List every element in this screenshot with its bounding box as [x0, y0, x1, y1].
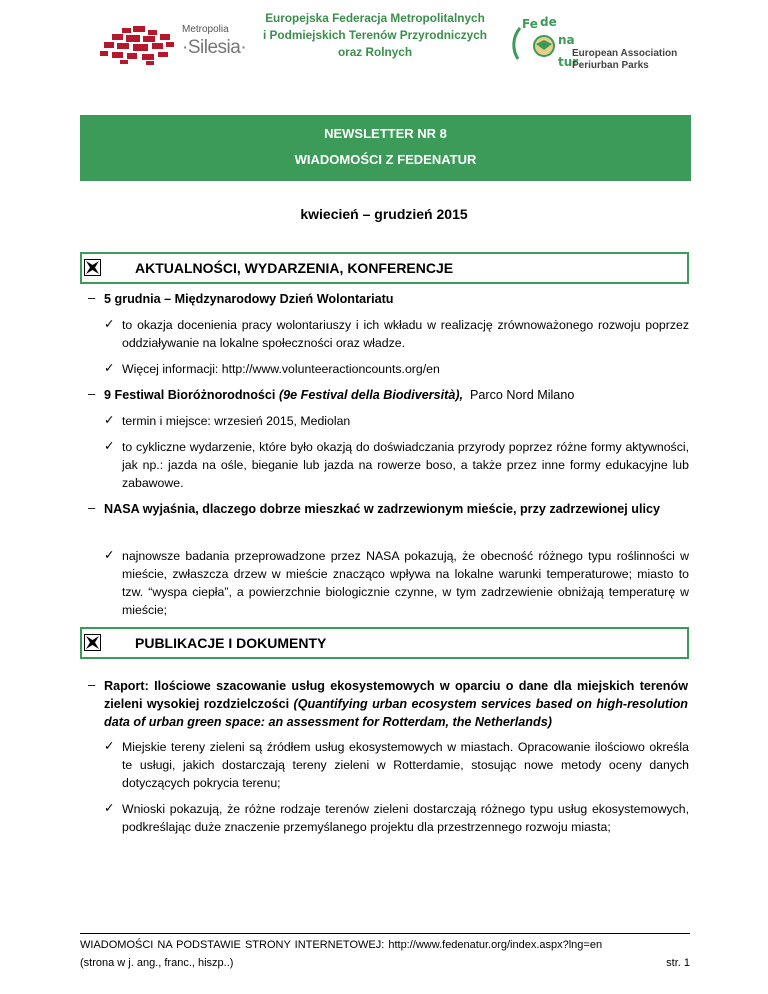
news-item-detail: to cykliczne wydarzenie, które było okazją do doświadczania przyrody poprzez różne formy aktywności, jak np.: jazda na ośle, bieganie lub jazda na rowerze boso, a także przez inne formy edukacyjne lub zabawowe.	[122, 440, 689, 490]
newsletter-subtitle: WIADOMOŚCI Z FEDENATUR	[294, 152, 477, 167]
section-title: AKTUALNOŚCI, WYDARZENIA, KONFERENCJE	[135, 260, 454, 276]
publication-detail: Miejskie tereny zieleni są źródłem usług ekosystemowych w miastach. Opracowanie ilościowo określa te usługi, jakich dostarczają tereny zieleni w Rotterdamie, stosując nowe metody oceny danych dotyczących pokrycia terenu;	[122, 740, 689, 790]
check-icon: ✓	[104, 413, 115, 427]
silesia-word: Silesia	[187, 37, 241, 58]
federation-name-line3: oraz Rolnych	[337, 45, 413, 59]
page-number: str. 1	[666, 957, 690, 969]
news-item-detail: termin i miejsce: wrzesień 2015, Mediolan	[122, 414, 351, 428]
more-info-link[interactable]: Więcej informacji: http://www.volunteeractioncounts.org/en	[122, 362, 440, 376]
svg-text:Fe: Fe	[522, 17, 538, 31]
silesia-label: ·Silesia·	[182, 37, 247, 58]
news-item-detail: to okazja docenienia pracy wolontariuszy i ich wkładu w realizację zrównoważonego rozwoju poprzez oddziaływanie na lokalne społeczności oraz władze.	[122, 318, 689, 350]
news-item-heading: NASA wyjaśnia, dlaczego dobrze mieszkać w zadrzewionym mieście, przy zadrzewionej ulicy	[104, 502, 660, 516]
cross-bullet-icon	[84, 634, 101, 651]
dash-bullet: –	[88, 500, 96, 515]
federation-name	[250, 10, 500, 61]
news-item-heading: 9 Festiwal Bioróżnorodności (9e Festival della Biodiversità), Parco Nord Milano	[104, 388, 575, 402]
dash-bullet: –	[88, 677, 96, 692]
ea-line1: European Association	[572, 48, 678, 59]
svg-text:de: de	[540, 15, 557, 29]
federation-name-line2: i Podmiejskich Terenów Przyrodniczych	[263, 28, 487, 42]
check-icon: ✓	[104, 801, 115, 815]
federation-name-line1: Europejska Federacja Metropolitalnych	[265, 11, 485, 25]
svg-text:tur: tur	[558, 55, 579, 69]
fedenatur-logo	[508, 14, 579, 74]
footer-source: WIADOMOŚCI NA PODSTAWIE STRONY INTERNETOWEJ: http://www.fedenatur.org/index.aspx?lng=en	[80, 939, 603, 951]
footer-languages: (strona w j. ang., franc., hiszp..)	[80, 957, 234, 969]
newsletter-banner	[80, 115, 691, 181]
check-icon: ✓	[104, 439, 115, 453]
check-icon: ✓	[104, 739, 115, 753]
european-association-label	[572, 48, 677, 72]
publication-heading: Raport: Ilościowe szacowanie usług ekosystemowych w oparciu o dane dla miejskich terenów zieleni wysokiej rozdzielczości (Quantifying urban ecosystem services based on high-resolution data of urban green space: an assessment for Rotterdam, the Netherlands)	[104, 679, 688, 729]
section-title: PUBLIKACJE I DOKUMENTY	[135, 635, 327, 651]
section-heading-news	[80, 252, 689, 284]
news-item-heading: 5 grudnia – Międzynarodowy Dzień Wolontariatu	[104, 292, 394, 306]
footer-divider	[80, 933, 690, 934]
newsletter-number: NEWSLETTER NR 8	[324, 126, 447, 141]
check-icon: ✓	[104, 548, 115, 562]
issue-date: kwiecień – grudzień 2015	[300, 206, 468, 222]
metropolia-label: Metropolia	[182, 24, 229, 35]
news-item-detail: najnowsze badania przeprowadzone przez NASA pokazują, że obecność różnego typu roślinności w mieście, zwłaszcza drzew w mieście znacząco wpływa na lokalne warunki temperaturowe; miasto to tzw. “wyspa ciepła”, a powierzchnie biologicznie czynne, w tym zadrzewienie obniżają temperaturę w mieście;	[122, 549, 690, 617]
section-heading-publications	[80, 627, 689, 659]
check-icon: ✓	[104, 317, 115, 331]
dash-bullet: –	[88, 386, 96, 401]
check-icon: ✓	[104, 361, 115, 375]
cross-bullet-icon	[84, 259, 101, 276]
dash-bullet: –	[88, 290, 96, 305]
ea-line2: Periurban Parks	[572, 60, 649, 71]
publication-detail: Wnioski pokazują, że różne rodzaje terenów zieleni dostarczają różnego typu usług ekosystemowych, podkreślając duże znaczenie przemyślanego projektu dla przestrzennego rozwoju miasta;	[122, 802, 690, 834]
svg-text:na: na	[558, 33, 575, 47]
